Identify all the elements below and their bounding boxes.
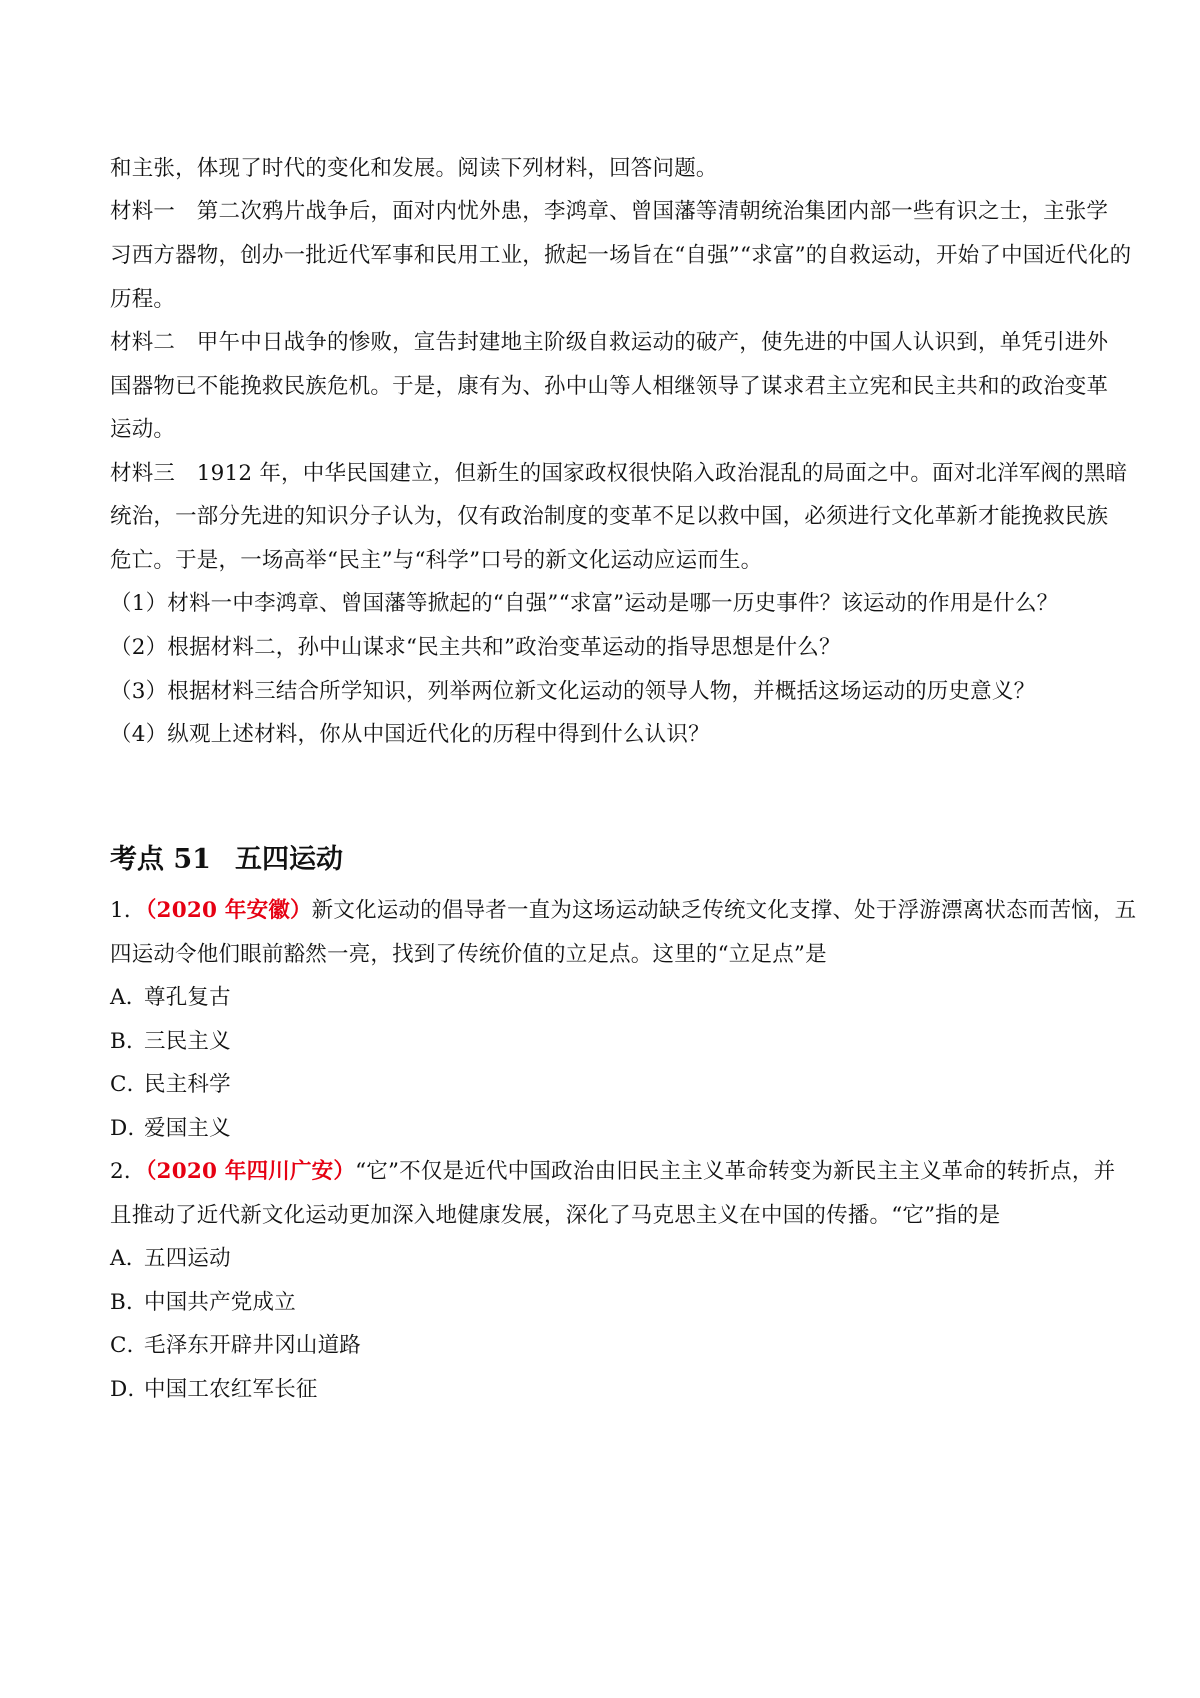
question-1-stem-line2: 四运动令他们眼前豁然一亮，找到了传统价值的立足点。这里的“立足点”是 [110, 942, 827, 967]
section-label: 考点 51 [110, 844, 211, 875]
sub-question: （2）根据材料二，孙中山谋求“民主共和”政治变革运动的指导思想是什么？ [110, 635, 841, 660]
question-number: 1． [110, 898, 146, 923]
section-heading [110, 840, 343, 880]
option-letter: A． [110, 1246, 148, 1271]
material-one-line: 习西方器物，创办一批近代军事和民用工业，掀起一场旨在“自强”“求富”的自救运动，开始了中国近代化的 [110, 243, 1132, 268]
sub-question: （3）根据材料三结合所学知识，列举两位新文化运动的领导人物，并概括这场运动的历史意义？ [110, 679, 1036, 704]
material-three-line: 材料三 1912 年，中华民国建立，但新生的国家政权很快陷入政治混乱的局面之中。面对北洋军阀的黑暗 [110, 461, 1128, 486]
option-text: 民主科学 [144, 1072, 231, 1097]
option-letter: D． [110, 1116, 150, 1141]
question-1-stem [110, 895, 1137, 927]
question-source: （2020 年四川广安） [145, 1159, 356, 1184]
option-text: 中国共产党成立 [144, 1290, 296, 1315]
option-a [110, 1243, 1100, 1275]
question-text: “它”不仅是近代中国政治由旧民主主义革命转变为新民主主义革命的转折点，并 [355, 1159, 1116, 1184]
option-c [110, 1069, 1100, 1101]
option-b [110, 1287, 1100, 1319]
option-letter: C． [110, 1072, 149, 1097]
option-c [110, 1330, 1100, 1362]
option-a [110, 982, 1100, 1014]
option-letter: C． [110, 1333, 149, 1358]
question-text: 新文化运动的倡导者一直为这场运动缺乏传统文化支撑、处于浮游漂离状态而苦恼，五 [311, 898, 1137, 923]
option-letter: D． [110, 1377, 150, 1402]
option-d [110, 1113, 1100, 1145]
intro-text: 和主张，体现了时代的变化和发展。阅读下列材料，回答问题。 [110, 156, 718, 181]
option-text: 五四运动 [144, 1246, 231, 1271]
option-d [110, 1374, 1100, 1406]
material-three-line: 统治，一部分先进的知识分子认为，仅有政治制度的变革不足以救中国，必须进行文化革新才能挽救民族 [110, 504, 1109, 529]
option-text: 三民主义 [144, 1029, 231, 1054]
material-two-line: 运动。 [110, 417, 176, 442]
sub-question: （1）材料一中李鸿章、曾国藩等掀起的“自强”“求富”运动是哪一历史事件？该运动的作用是什么？ [110, 591, 1059, 616]
option-text: 中国工农红军长征 [144, 1377, 318, 1402]
question-2-stem-line2: 且推动了近代新文化运动更加深入地健康发展，深化了马克思主义在中国的传播。“它”指的是 [110, 1203, 1001, 1228]
option-letter: B． [110, 1029, 148, 1054]
question-2-stem [110, 1156, 1116, 1188]
material-two-line: 材料二 甲午中日战争的惨败，宣告封建地主阶级自救运动的破产，使先进的中国人认识到，单凭引进外 [110, 330, 1109, 355]
question-source: （2020 年安徽） [145, 898, 312, 923]
option-text: 毛泽东开辟井冈山道路 [144, 1333, 362, 1358]
material-one-line: 材料一 第二次鸦片战争后，面对内忧外患，李鸿章、曾国藩等清朝统治集团内部一些有识之士，主张学 [110, 199, 1109, 224]
option-b [110, 1026, 1100, 1058]
material-three-line: 危亡。于是，一场高举“民主”与“科学”口号的新文化运动应运而生。 [110, 548, 763, 573]
question-number: 2． [110, 1159, 146, 1184]
section-title: 五四运动 [234, 844, 343, 875]
material-two-line: 国器物已不能挽救民族危机。于是，康有为、孙中山等人相继领导了谋求君主立宪和民主共和的政治变革 [110, 374, 1109, 399]
sub-question: （4）纵观上述材料，你从中国近代化的历程中得到什么认识？ [110, 722, 710, 747]
material-one-line: 历程。 [110, 287, 176, 312]
option-text: 尊孔复古 [144, 985, 231, 1010]
option-letter: B． [110, 1290, 148, 1315]
option-text: 爱国主义 [144, 1116, 231, 1141]
option-letter: A． [110, 985, 148, 1010]
